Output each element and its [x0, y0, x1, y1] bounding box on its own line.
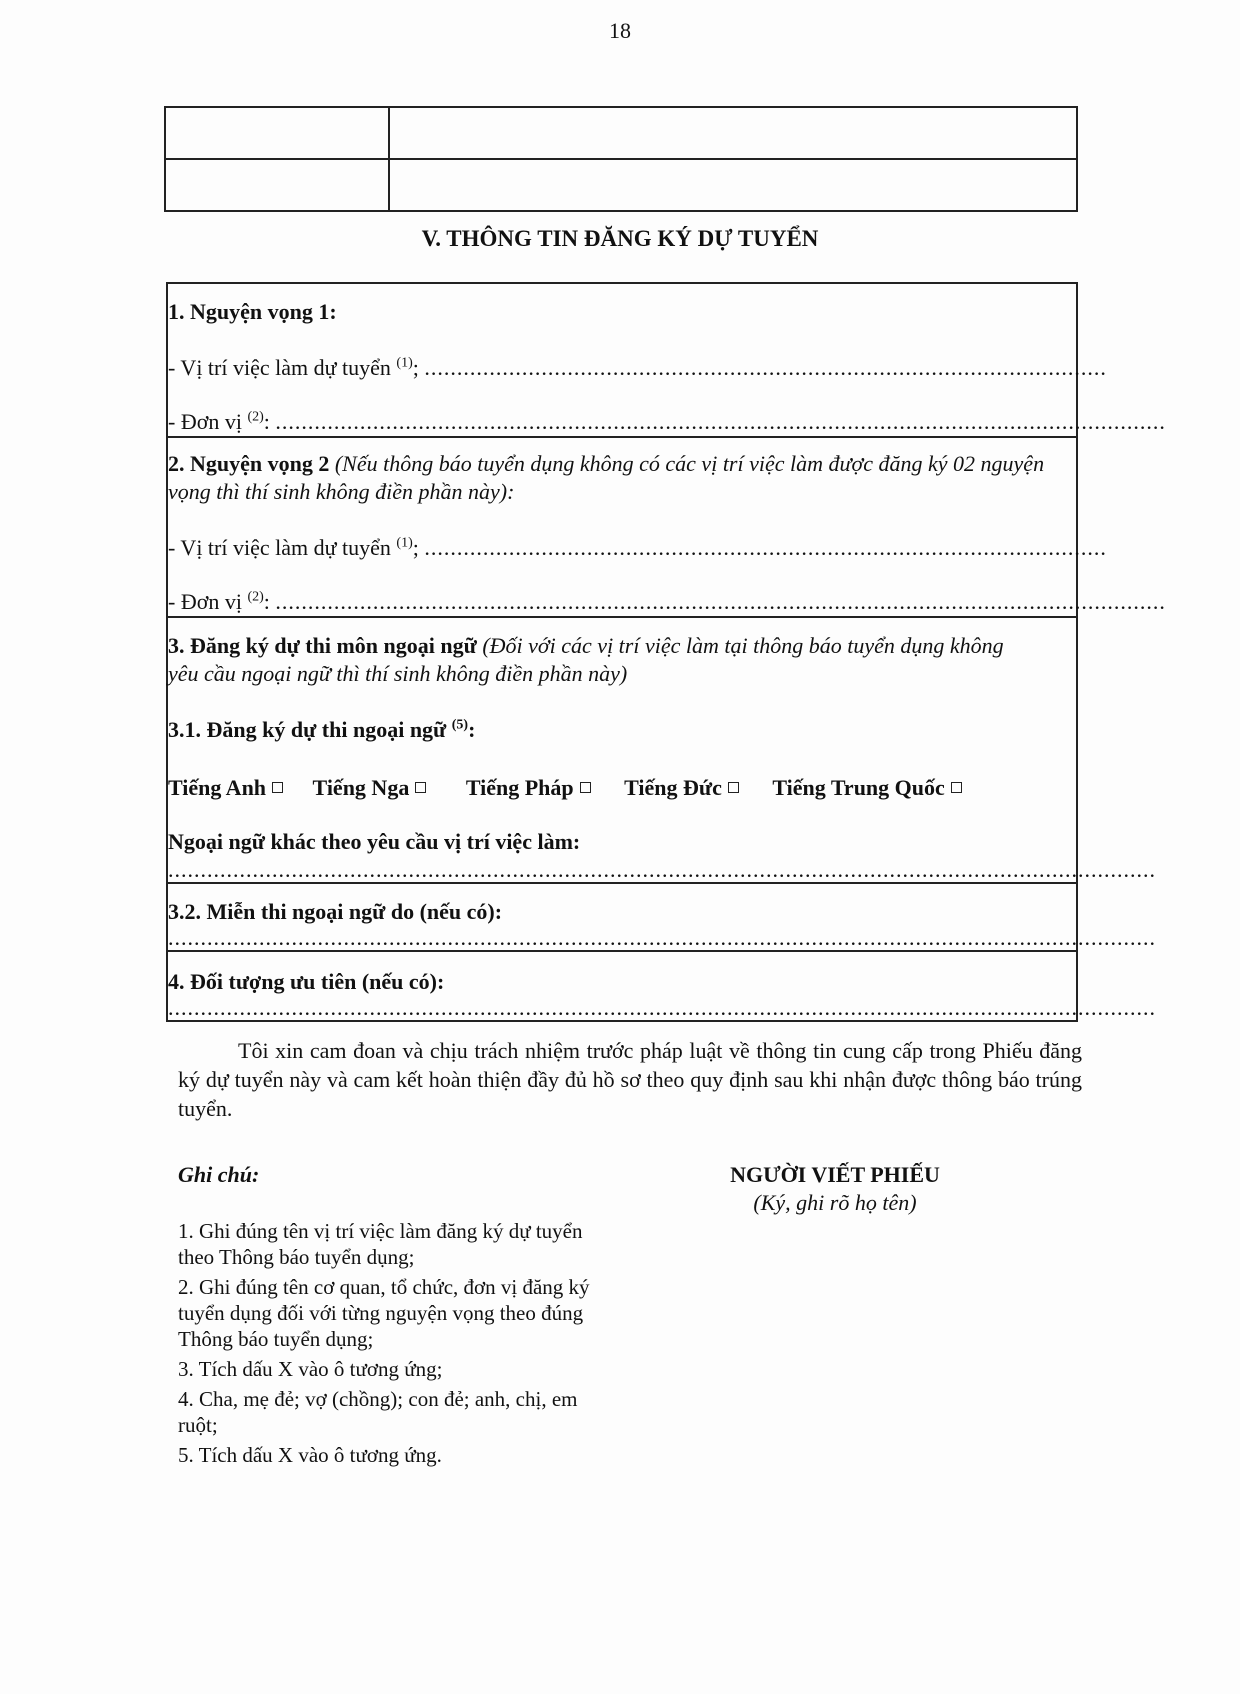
table-cell — [389, 159, 1077, 211]
table-cell — [389, 107, 1077, 159]
language-note: (Đối với các vị trí việc làm tại thông báo tuyển dụng không yêu cầu ngoại ngữ thì thí sinh không điền phần này) — [168, 633, 1004, 686]
signature-subtitle: (Ký, ghi rõ họ tên) — [753, 1190, 917, 1215]
footnote-ref: (1) — [396, 535, 413, 551]
option-label: Tiếng Đức — [624, 775, 722, 800]
table-cell — [165, 107, 389, 159]
fill-dots: ......................................................................................................... — [424, 355, 1107, 380]
fill-dots: ........................................................................................................................................................ — [168, 925, 1156, 950]
language-register-label: 3.1. Đăng ký dự thi ngoại ngữ — [168, 717, 447, 742]
fill-dots: ......................................................................................................... — [424, 535, 1107, 560]
option-english[interactable] — [168, 775, 283, 800]
declaration-text — [178, 1036, 1082, 1123]
note-item: 2. Ghi đúng tên cơ quan, tổ chức, đơn vị đăng ký tuyển dụng đối với từng nguyện vọng theo đúng Thông báo tuyển dụng; — [178, 1275, 590, 1351]
checkbox-icon[interactable] — [951, 782, 962, 793]
option-label: Tiếng Anh — [168, 775, 267, 800]
priority-box — [166, 950, 1156, 1022]
wish-1-position-field[interactable]: - Vị trí việc làm dự tuyển $^{(1)}$; ......................................................................................................... — [168, 355, 1107, 380]
fill-dots: ......................................................................................................................................... — [275, 589, 1166, 614]
fill-dots: ........................................................................................................................................................ — [168, 995, 1156, 1020]
language-title: 3. Đăng ký dự thi môn ngoại ngữ — [168, 633, 477, 658]
language-header — [168, 632, 1076, 688]
option-russian[interactable] — [313, 775, 427, 800]
note-item: 3. Tích dấu X vào ô tương ứng; — [178, 1357, 443, 1381]
wish-2-unit-field[interactable]: - Đơn vị $^{(2)}$: ......................................................................................................................................... — [168, 589, 1166, 614]
section-title: V. THÔNG TIN ĐĂNG KÝ DỰ TUYỂN — [421, 226, 819, 251]
option-german[interactable] — [624, 775, 739, 800]
field-label: - Vị trí việc làm dự tuyển — [168, 355, 391, 380]
exempt-title: 3.2. Miễn thi ngoại ngữ do (nếu có): — [168, 899, 503, 924]
note-item: 5. Tích dấu X vào ô tương ứng. — [178, 1443, 442, 1467]
previous-table-end — [164, 106, 1078, 212]
note-item: 1. Ghi đúng tên vị trí việc làm đăng ký dự tuyển theo Thông báo tuyển dụng; — [178, 1219, 583, 1269]
other-language-label: Ngoại ngữ khác theo yêu cầu vị trí việc làm: — [168, 829, 581, 854]
option-label: Tiếng Nga — [312, 775, 410, 800]
notes-list — [178, 1218, 598, 1468]
priority-field[interactable] — [168, 994, 1156, 1022]
field-label: - Đơn vị — [168, 409, 242, 434]
page-number: 18 — [609, 18, 631, 43]
exempt-box — [166, 882, 1156, 952]
checkbox-icon[interactable] — [272, 782, 283, 793]
other-language-field[interactable] — [168, 856, 1156, 884]
footnote-ref: (1) — [396, 355, 413, 371]
field-label: - Vị trí việc làm dự tuyển — [168, 535, 391, 560]
checkbox-icon[interactable] — [728, 782, 739, 793]
wish-2-note: (Nếu thông báo tuyển dụng không có các vị trí việc làm được đăng ký 02 nguyện vọng thì thí sinh không điền phần này): — [168, 451, 1045, 504]
wish-1-unit-field[interactable]: - Đơn vị $^{(2)}$: ......................................................................................................................................... — [168, 409, 1166, 434]
priority-title: 4. Đối tượng ưu tiên (nếu có): — [168, 969, 445, 994]
field-label: - Đơn vị — [168, 589, 242, 614]
table-cell — [165, 159, 389, 211]
checkbox-icon[interactable] — [580, 782, 591, 793]
signature-title: NGƯỜI VIẾT PHIẾU — [730, 1162, 940, 1187]
language-options — [168, 774, 1076, 802]
note-item: 4. Cha, mẹ đẻ; vợ (chồng); con đẻ; anh, chị, em ruột; — [178, 1387, 578, 1437]
notes-title: Ghi chú: — [178, 1162, 260, 1187]
wish-1-title: 1. Nguyện vọng 1: — [168, 299, 337, 324]
exempt-field[interactable] — [168, 924, 1156, 952]
wish-1-box — [166, 282, 1166, 438]
wish-2-box — [166, 436, 1166, 618]
wish-2-header — [168, 450, 1076, 506]
option-french[interactable] — [466, 775, 591, 800]
fill-dots: ......................................................................................................................................... — [275, 409, 1166, 434]
option-chinese[interactable] — [772, 775, 961, 800]
fill-dots: ........................................................................................................................................................ — [168, 857, 1156, 882]
language-box — [166, 616, 1156, 884]
checkbox-icon[interactable] — [415, 782, 426, 793]
option-label: Tiếng Trung Quốc — [772, 775, 945, 800]
wish-2-title: 2. Nguyện vọng 2 — [168, 451, 330, 476]
wish-2-position-field[interactable]: - Vị trí việc làm dự tuyển $^{(1)}$; ......................................................................................................... — [168, 535, 1107, 560]
footnote-ref: (2) — [247, 409, 264, 425]
footnote-ref: (2) — [247, 589, 264, 605]
declaration-content: Tôi xin cam đoan và chịu trách nhiệm trước pháp luật về thông tin cung cấp trong Phiếu đăng ký dự tuyển này và cam kết hoàn thiện đầy đủ hồ sơ theo quy định sau khi nhận được thông báo trúng tuyển. — [178, 1038, 1082, 1121]
footnote-ref: (5) — [451, 717, 469, 733]
language-register-title: 3.1. Đăng ký dự thi ngoại ngữ $^{(5)}$: — [168, 717, 476, 742]
option-label: Tiếng Pháp — [465, 775, 574, 800]
